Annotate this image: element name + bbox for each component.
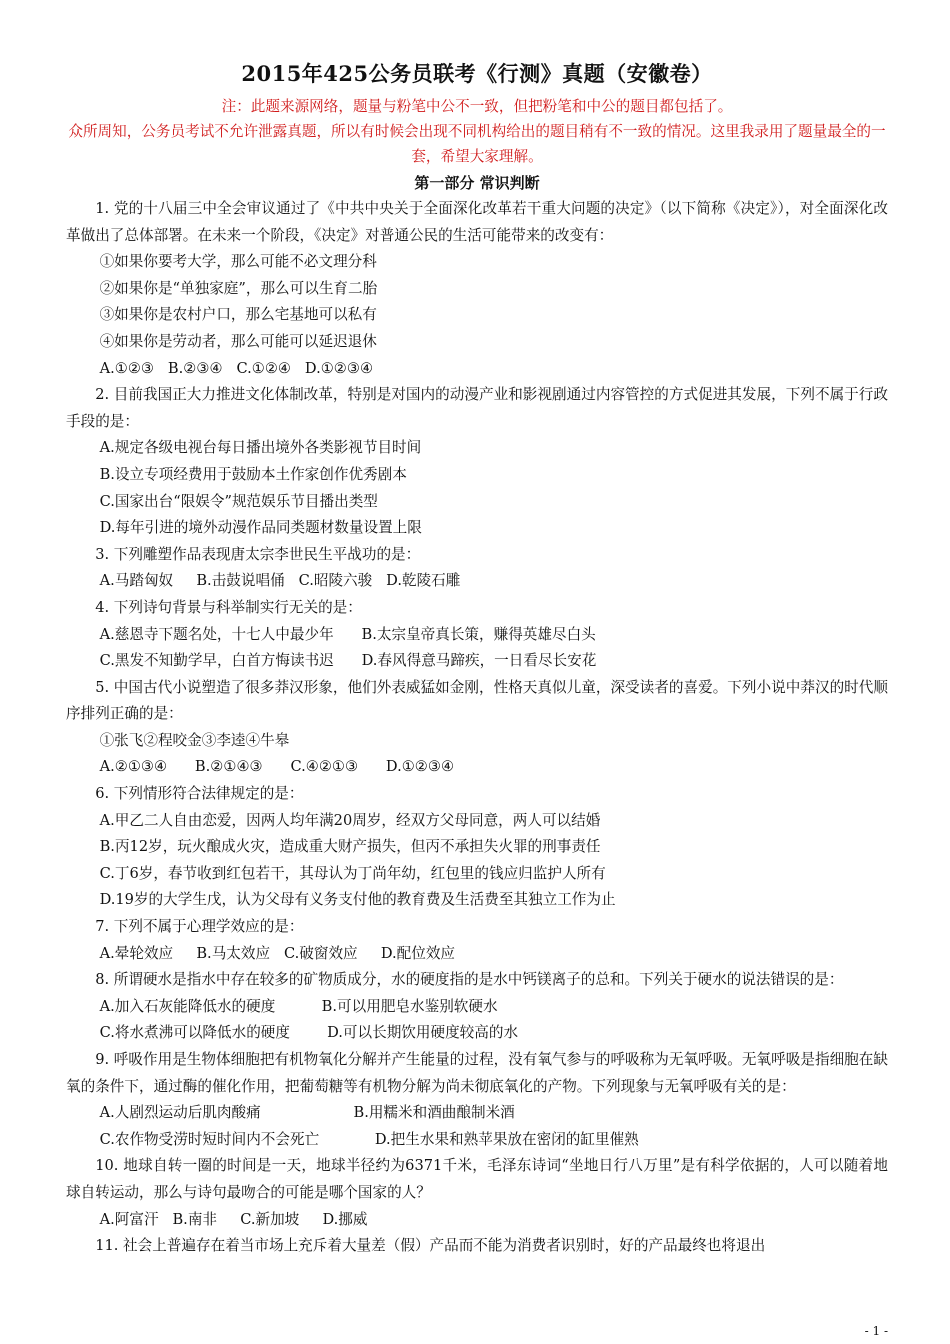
question-option: C.国家出台“限娱令”规范娱乐节目播出类型 (99, 492, 378, 510)
question-option: C.农作物受涝时短时间内不会死亡 D.把生水果和熟苹果放在密闭的缸里催熟 (99, 1130, 639, 1148)
question-option: ①张飞②程咬金③李逵④牛皋 (99, 731, 290, 749)
question-option: C.黑发不知勤学早，白首方悔读书迟 D.春风得意马蹄疾，一日看尽长安花 (99, 652, 597, 670)
question-stem: 1. 党的十八届三中全会审议通过了《中共中央关于全面深化改革若干重大问题的决定》（以下简称《决定》），对全面深化改革做出了总体部署。在未来一个阶段，《决定》对普通公民的生活可能带来的改变有： (66, 200, 888, 244)
question-option: A.①②③ B.②③④ C.①②④ D.①②③④ (99, 359, 374, 377)
question-stem: 9. 呼吸作用是生物体细胞把有机物氧化分解并产生能量的过程，没有氧气参与的呼吸称为无氧呼吸。无氧呼吸是指细胞在缺氧的条件下，通过酶的催化作用，把葡萄糖等有机物分解为尚未彻底氧化的产物。下列现象与无氧呼吸有关的是： (66, 1051, 888, 1095)
question-option: A.人剧烈运动后肌肉酸痛 B.用糯米和酒曲酿制米酒 (99, 1104, 515, 1122)
question-option: A.马踏匈奴 B.击鼓说唱俑 C.昭陵六骏 D.乾陵石雕 (99, 572, 461, 590)
question-option: B.丙12岁，玩火酿成火灾，造成重大财产损失，但丙不承担失火罪的刑事责任 (99, 838, 601, 856)
question-option: C.丁6岁，春节收到红包若干，其母认为丁尚年幼，红包里的钱应归监护人所有 (99, 864, 606, 882)
question-content (66, 196, 888, 1260)
question-stem: 4. 下列诗句背景与科举制实行无关的是： (95, 598, 362, 616)
question-stem: 3. 下列雕塑作品表现唐太宗李世民生平战功的是： (95, 545, 421, 563)
question-option: D.19岁的大学生戊，认为父母有义务支付他的教育费及生活费至其独立工作为止 (99, 891, 616, 909)
question-option: B.设立专项经费用于鼓励本土作家创作优秀剧本 (99, 465, 407, 483)
question-stem: 6. 下列情形符合法律规定的是： (95, 785, 304, 803)
question-option: A.慈恩寺下题名处，十七人中最少年 B.太宗皇帝真长策，赚得英雄尽白头 (99, 625, 596, 643)
question-option: ③如果你是农村户口，那么宅基地可以私有 (99, 306, 377, 324)
notice-line-1: 注：此题来源网络，题量与粉笔中公不一致，但把粉笔和中公的题目都包括了。 (221, 98, 733, 115)
question-stem: 10. 地球自转一圈的时间是一天，地球半径约为6371千米，毛泽东诗词“坐地日行八万里”是有科学依据的，人可以随着地球自转运动，那么与诗句最吻合的可能是哪个国家的人？ (66, 1157, 888, 1201)
question-stem: 8. 所谓硬水是指水中存在较多的矿物质成分，水的硬度指的是水中钙镁离子的总和。下列关于硬水的说法错误的是： (95, 971, 844, 989)
question-option: ①如果你要考大学，那么可能不必文理分科 (99, 253, 377, 271)
question-option: A.晕轮效应 B.马太效应 C.破窗效应 D.配位效应 (99, 944, 456, 962)
question-option: D.每年引进的境外动漫作品同类题材数量设置上限 (99, 519, 422, 537)
question-stem: 5. 中国古代小说塑造了很多莽汉形象，他们外表威猛如金刚，性格天真似儿童，深受读者的喜爱。下列小说中莽汉的时代顺序排列正确的是： (66, 678, 888, 723)
question-option: A.加入石灰能降低水的硬度 B.可以用肥皂水鉴别软硬水 (99, 997, 498, 1015)
page-title: 2015年425公务员联考《行测》真题（安徽卷） (241, 61, 713, 86)
question-option: A.阿富汗 B.南非 C.新加坡 D.挪威 (99, 1210, 368, 1228)
question-option: A.规定各级电视台每日播出境外各类影视节目时间 (99, 439, 422, 457)
question-option: A.②①③④ B.②①④③ C.④②①③ D.①②③④ (99, 758, 455, 776)
question-stem: 2. 目前我国正大力推进文化体制改革，特别是对国内的动漫产业和影视剧通过内容管控的方式促进其发展，下列不属于行政手段的是： (66, 386, 888, 430)
page-number: - 1 - (864, 1324, 888, 1338)
notice-line-2: 众所周知，公务员考试不允许泄露真题，所以有时候会出现不同机构给出的题目稍有不一致的情况。这里我录用了题量最全的一套，希望大家理解。 (68, 123, 886, 165)
question-option: ②如果你是“单独家庭”，那么可以生育二胎 (99, 279, 378, 297)
question-stem: 7. 下列不属于心理学效应的是： (95, 918, 304, 936)
question-stem: 11. 社会上普遍存在着当市场上充斥着大量差（假）产品而不能为消费者识别时，好的产品最终也将退出 (95, 1237, 766, 1255)
question-option: C.将水煮沸可以降低水的硬度 D.可以长期饮用硬度较高的水 (99, 1024, 519, 1042)
section-title: 第一部分 常识判断 (414, 174, 540, 192)
question-option: ④如果你是劳动者，那么可能可以延迟退休 (99, 332, 377, 350)
question-option: A.甲乙二人自由恋爱，因两人均年满20周岁，经双方父母同意，两人可以结婚 (99, 811, 601, 829)
